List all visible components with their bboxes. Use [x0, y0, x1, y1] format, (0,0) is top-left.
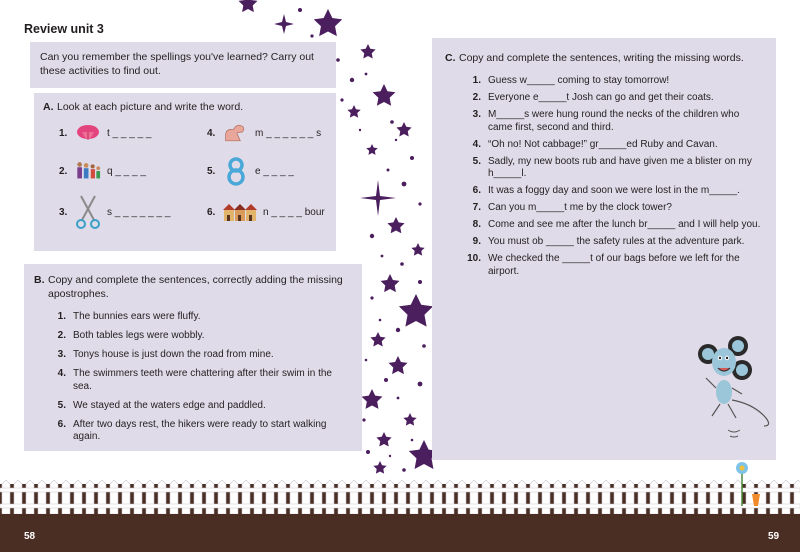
section-b-heading [34, 273, 352, 301]
item-number: 2. [472, 92, 481, 103]
item-number: 6. [57, 418, 66, 430]
item-number: 6. [472, 185, 481, 196]
item-number: 3. [472, 109, 481, 120]
item-text: Tonys house is just down the road from mine. [73, 349, 274, 360]
item-text: It was a foggy day and soon we were lost in the m_____. [488, 185, 740, 196]
intro-text: Can you remember the spellings you've learned? Carry out these activities to find out. [40, 51, 314, 77]
item-prompt: n _ _ _ _ bour [263, 206, 325, 218]
item-number: 5. [472, 155, 481, 167]
flower-icon [730, 460, 766, 512]
section-c-letter: C. [445, 52, 456, 64]
item-number: 7. [472, 202, 481, 213]
item-number: 1. [472, 75, 481, 86]
houses-icon [223, 199, 257, 225]
list-item [461, 139, 763, 152]
item-text: M_____s were hung round the necks of the children who came first, second and third. [488, 109, 740, 133]
page-title: Review unit 3 [24, 22, 104, 36]
item-prompt: q _ _ _ _ [107, 165, 146, 177]
item-text: You must ob _____ the safety rules at the adventure park. [488, 236, 745, 247]
section-a-item-2 [59, 158, 146, 184]
item-number: 6. [207, 206, 216, 218]
section-a-item-5 [207, 158, 294, 184]
item-text: Come and see me after the lunch br_____ and I will help you. [488, 219, 761, 230]
section-b-letter: B. [34, 274, 45, 286]
section-c-list [445, 75, 763, 278]
item-text: The bunnies ears were fluffy. [73, 311, 201, 322]
scissors-icon [75, 199, 101, 225]
list-item [461, 109, 763, 134]
section-a-instruction: Look at each picture and write the word. [57, 101, 244, 113]
section-b-box [24, 264, 362, 451]
section-a-item-1 [59, 120, 151, 146]
section-c-instruction: Copy and complete the sentences, writing the missing words. [459, 52, 744, 64]
list-item [461, 253, 763, 278]
section-a-box [34, 93, 336, 251]
list-item [46, 419, 352, 444]
list-item [46, 330, 352, 343]
number-eight-icon [223, 158, 249, 184]
item-prompt: e _ _ _ _ [255, 165, 294, 177]
list-item [46, 368, 352, 393]
item-number: 1. [57, 311, 66, 322]
list-item [461, 236, 763, 249]
family-icon [75, 158, 101, 184]
item-text: The swimmers teeth were chattering after their swim in the sea. [73, 368, 332, 392]
list-item [46, 349, 352, 362]
list-item [461, 156, 763, 181]
mouse-mascot-icon [694, 334, 778, 444]
item-number: 4. [57, 368, 66, 379]
page-number-left: 58 [24, 531, 36, 542]
item-number: 4. [207, 127, 216, 139]
list-item [461, 219, 763, 232]
item-text: After two days rest, the hikers were ready to start walking again. [73, 418, 327, 442]
page-number-right: 59 [768, 531, 780, 542]
section-a-item-4 [207, 120, 321, 146]
item-number: 9. [472, 236, 481, 247]
section-a-item-3 [59, 199, 170, 225]
list-item [461, 92, 763, 105]
item-text: Everyone e_____t Josh can go and get their coats. [488, 92, 714, 103]
item-text: Sadly, my new boots rub and have given me a blister on my h_____l. [488, 155, 752, 179]
list-item [461, 185, 763, 198]
item-prompt: m _ _ _ _ _ _ s [255, 127, 322, 139]
list-item [461, 202, 763, 215]
list-item [46, 400, 352, 413]
item-text: Can you m_____t me by the clock tower? [488, 202, 672, 213]
item-number: 5. [57, 399, 66, 411]
list-item [461, 75, 763, 88]
item-number: 1. [59, 127, 68, 139]
intro-box [30, 42, 336, 88]
item-number: 5. [207, 165, 216, 177]
item-number: 4. [472, 138, 481, 150]
flexed-arm-icon [223, 120, 249, 146]
item-number: 10. [467, 253, 481, 264]
section-a-heading [43, 100, 327, 114]
picket-fence [0, 478, 800, 518]
item-text: “Oh no! Not cabbage!” gr_____ed Ruby and Cavan. [488, 138, 718, 150]
item-number: 2. [57, 330, 66, 341]
section-b-instruction: Copy and complete the sentences, correctly adding the missing apostrophes. [48, 274, 343, 300]
section-c-heading [445, 51, 763, 65]
item-text: We checked the _____t of our bags before we left for the airport. [488, 253, 740, 277]
section-a-letter: A. [43, 101, 54, 113]
item-prompt: t _ _ _ _ _ [107, 127, 152, 139]
section-a-item-6 [207, 199, 325, 225]
tongue-icon [75, 120, 101, 146]
item-number: 3. [57, 349, 66, 360]
item-text: Guess w_____ coming to stay tomorrow! [488, 75, 670, 86]
item-number: 2. [59, 165, 68, 177]
item-text: We stayed at the waters edge and paddled. [73, 399, 266, 411]
item-number: 3. [59, 206, 68, 218]
item-number: 8. [472, 219, 481, 230]
item-prompt: s _ _ _ _ _ _ _ [107, 206, 171, 218]
section-b-list [34, 311, 352, 444]
list-item [46, 311, 352, 324]
item-text: Both tables legs were wobbly. [73, 330, 205, 341]
